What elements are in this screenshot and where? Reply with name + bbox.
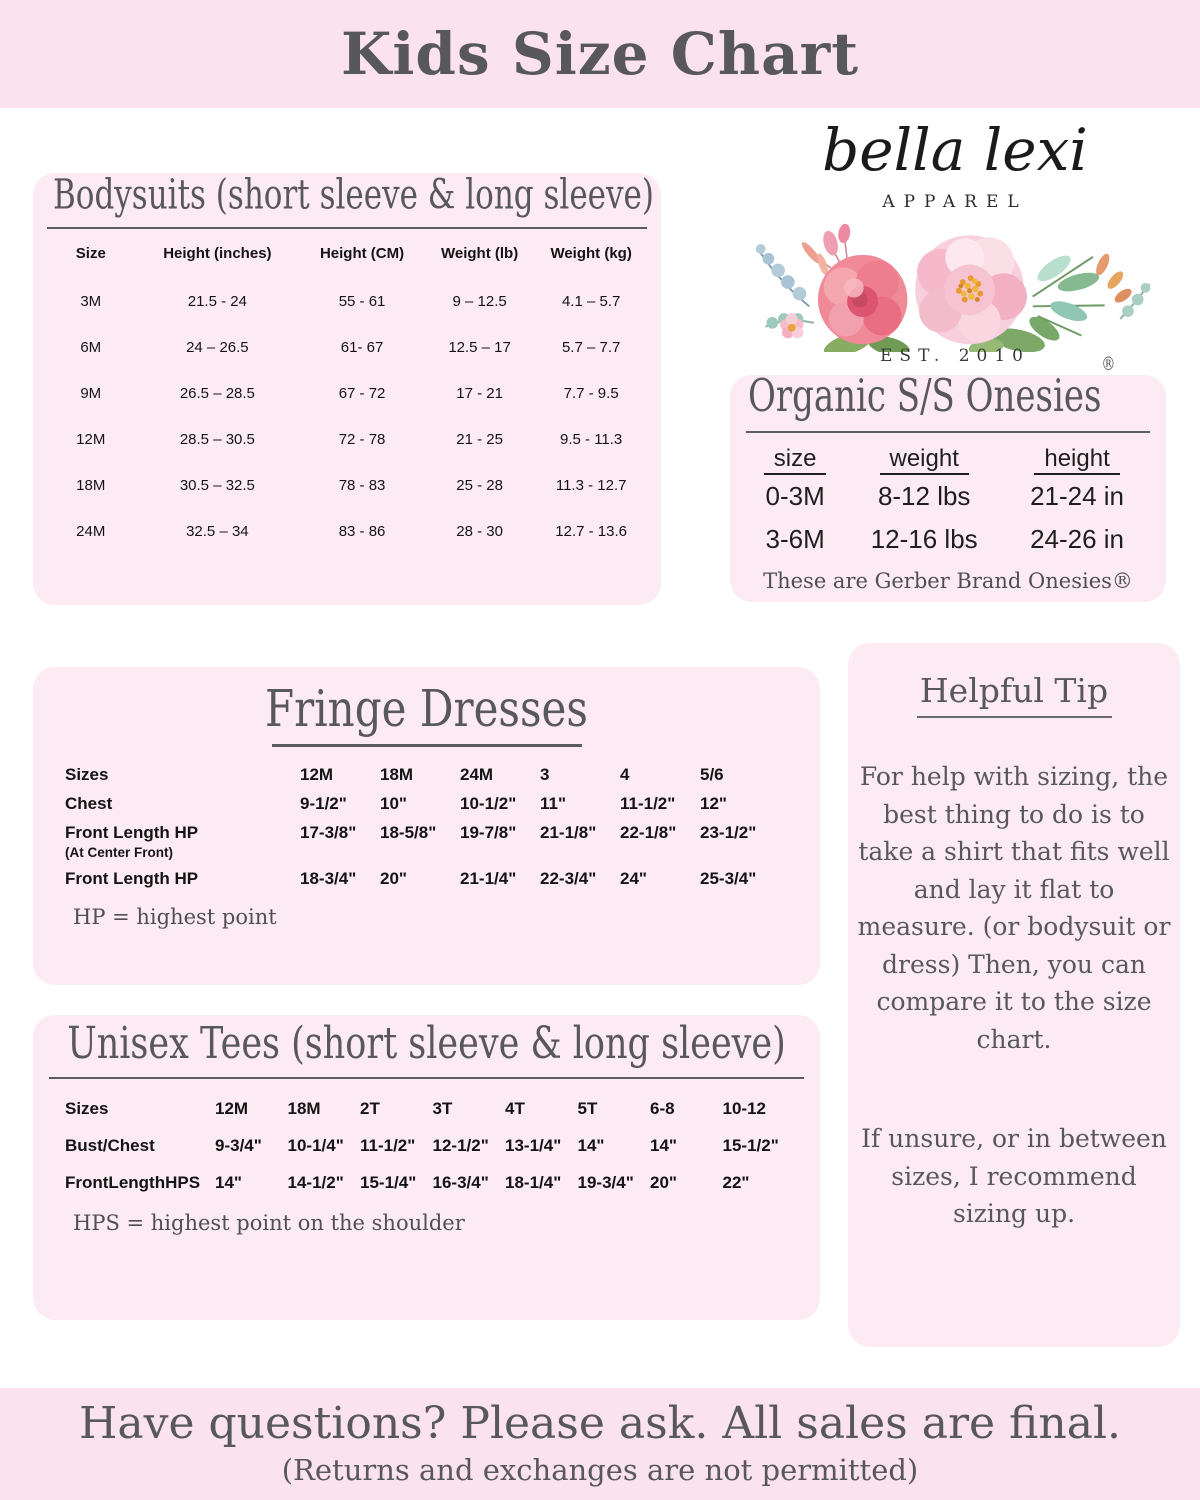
tip-title: Helpful Tip	[919, 671, 1109, 710]
footer-returns-line: (Returns and exchanges are not permitted)	[281, 1453, 919, 1487]
column-header-height-in: Height (inches)	[163, 245, 272, 262]
column-header-size: Size	[75, 245, 106, 262]
table-cell: 3T	[432, 1099, 453, 1118]
tip-paragraph: For help with sizing, the best thing to do is to take a shirt that fits well and lay it flat to measure. (or bodysuit or dress) Then, you can compare it to the size chart.	[857, 762, 1171, 1054]
table-row	[33, 845, 820, 860]
table-row	[46, 278, 649, 324]
row-label: Chest	[65, 794, 113, 813]
table-cell: 21-24 in	[1030, 481, 1125, 511]
table-cell: 24M	[76, 522, 106, 540]
table-cell: 28 - 30	[456, 522, 503, 540]
row-label: Front Length HP	[65, 823, 199, 842]
brand-logo	[735, 110, 1175, 370]
row-label: Front Length HP	[65, 869, 199, 888]
table-cell: 7.7 - 9.5	[563, 384, 619, 402]
table-cell: 5.7 – 7.7	[561, 338, 621, 356]
onesies-title-text: Organic S/S Onesies	[748, 370, 1102, 423]
title-underline	[917, 716, 1112, 718]
table-cell: 21.5 - 24	[187, 292, 247, 310]
table-cell: 10-12	[722, 1099, 766, 1118]
table-cell: 6-8	[650, 1099, 675, 1118]
table-row	[33, 1173, 820, 1193]
tees-title-wrap	[49, 1019, 804, 1079]
table-row	[33, 1099, 820, 1119]
table-cell: 23-1/2"	[700, 823, 757, 842]
table-row	[33, 823, 820, 843]
table-cell: 12.5 – 17	[448, 338, 511, 356]
column-header-height-cm: Height (CM)	[319, 245, 405, 262]
footer-question-line: Have questions? Please ask. All sales are final.	[78, 1398, 1121, 1449]
table-cell: 5T	[577, 1099, 598, 1118]
brand-name: bella lexi	[822, 116, 1088, 184]
table-cell: 9M	[80, 384, 102, 402]
row-label: Sizes	[65, 765, 109, 784]
helpful-tip-panel	[848, 643, 1180, 1347]
table-row	[46, 324, 649, 370]
tees-note: HPS = highest point on the shoulder	[73, 1211, 465, 1235]
header-band	[0, 0, 1200, 108]
table-cell: 12-16 lbs	[870, 524, 978, 554]
column-header-height	[1006, 443, 1149, 475]
row-sublabel: (At Center Front)	[65, 845, 173, 860]
table-cell: 11-1/2"	[360, 1136, 416, 1155]
table-cell: 14-1/2"	[287, 1173, 344, 1192]
table-cell: 21-1/4"	[460, 869, 517, 888]
table-row	[747, 518, 1148, 561]
page-title: Kids Size Chart	[340, 20, 860, 88]
table-cell: 19-7/8"	[460, 823, 517, 842]
table-cell: 10-1/2"	[460, 794, 517, 813]
table-cell: 8-12 lbs	[877, 481, 971, 511]
table-cell: 2T	[360, 1099, 380, 1118]
table-cell: 21-1/8"	[540, 823, 597, 842]
table-cell: 18-3/4"	[300, 869, 357, 888]
bodysuits-title: Bodysuits (short sleeve & long sleeve)	[53, 171, 654, 219]
table-cell: 24"	[620, 869, 647, 888]
tip-paragraph: If unsure, or in between sizes, I recommend sizing up.	[861, 1124, 1167, 1228]
table-cell: 67 - 72	[338, 384, 386, 402]
table-cell: 21 - 25	[456, 430, 503, 448]
onesies-table	[747, 443, 1148, 561]
table-cell: 4T	[505, 1099, 525, 1118]
table-cell: 11-1/2"	[620, 794, 676, 813]
table-cell: 10"	[380, 794, 407, 813]
table-cell: 12.7 - 13.6	[555, 522, 627, 540]
onesies-note: These are Gerber Brand Onesies®	[763, 569, 1133, 593]
bodysuits-panel	[33, 173, 661, 605]
table-cell: 20"	[380, 869, 407, 888]
fringe-title: Fringe Dresses	[265, 679, 588, 738]
table-cell: 14"	[577, 1136, 605, 1155]
row-label: Sizes	[65, 1099, 109, 1118]
tees-panel	[33, 1015, 820, 1320]
table-row	[46, 508, 649, 554]
table-cell: 4.1 – 5.7	[561, 292, 621, 310]
table-cell: 3-6M	[765, 524, 825, 554]
bodysuits-table	[46, 235, 649, 554]
table-cell: 9-1/2"	[300, 794, 347, 813]
table-cell: 3	[540, 765, 550, 784]
table-cell: 15-1/4"	[360, 1173, 417, 1192]
table-cell: 13-1/4"	[505, 1136, 562, 1155]
table-row	[46, 416, 649, 462]
table-cell: 6M	[80, 338, 102, 356]
column-header-weight	[843, 443, 1006, 475]
table-cell: 78 - 83	[338, 476, 386, 494]
table-cell: 83 - 86	[338, 522, 386, 540]
table-cell: 25-3/4"	[700, 869, 757, 888]
table-cell: 61- 67	[340, 338, 384, 356]
fringe-title-wrap	[33, 679, 820, 747]
table-cell: 9-3/4"	[215, 1136, 262, 1155]
table-cell: 30.5 – 32.5	[179, 476, 255, 494]
column-header-weight-lb: Weight (lb)	[440, 245, 519, 262]
table-cell: 5/6	[700, 765, 724, 784]
table-row	[46, 370, 649, 416]
table-cell: 17-3/8"	[300, 823, 357, 842]
table-row	[33, 794, 820, 814]
table-cell: 14"	[215, 1173, 242, 1192]
table-cell: 28.5 – 30.5	[179, 430, 255, 448]
table-cell: 32.5 – 34	[186, 522, 249, 540]
brand-subtitle: APPAREL	[882, 192, 1028, 212]
table-cell: 24-26 in	[1030, 524, 1125, 554]
flower-bouquet-graphic	[740, 214, 1170, 352]
table-cell: 24 – 26.5	[186, 338, 249, 356]
table-cell: 3M	[80, 292, 102, 310]
table-cell: 20"	[650, 1173, 677, 1192]
column-header-weight-kg: Weight (kg)	[550, 245, 632, 262]
table-cell: 16-3/4"	[432, 1173, 489, 1192]
table-row	[33, 1136, 820, 1156]
table-cell: 12M	[76, 430, 106, 448]
footer-band	[0, 1388, 1200, 1500]
table-cell: 9 – 12.5	[452, 292, 507, 310]
fringe-panel	[33, 667, 820, 985]
table-cell: 10-1/4"	[287, 1136, 344, 1155]
table-row	[747, 475, 1148, 518]
fringe-note: HP = highest point	[73, 905, 277, 929]
table-cell: 26.5 – 28.5	[179, 384, 255, 402]
registered-mark: ®	[1101, 354, 1116, 376]
column-header-label: height	[1034, 445, 1119, 475]
table-cell: 19-3/4"	[577, 1173, 634, 1192]
table-cell: 18-1/4"	[505, 1173, 562, 1192]
table-cell: 17 - 21	[456, 384, 503, 402]
row-label: FrontLengthHPS	[65, 1173, 201, 1192]
table-cell: 14"	[650, 1136, 677, 1155]
table-cell: 25 - 28	[456, 476, 503, 494]
table-cell: 4	[620, 765, 630, 784]
bodysuits-header-row	[46, 235, 649, 278]
table-cell: 18M	[287, 1099, 321, 1118]
column-header-label: size	[764, 445, 827, 475]
table-cell: 12M	[300, 765, 334, 784]
table-cell: 15-1/2"	[722, 1136, 779, 1155]
table-cell: 18M	[76, 476, 106, 494]
table-row	[33, 869, 820, 889]
table-cell: 11.3 - 12.7	[555, 476, 627, 494]
table-cell: 0-3M	[765, 481, 825, 511]
table-cell: 18M	[380, 765, 414, 784]
table-cell: 11"	[540, 794, 567, 813]
table-cell: 9.5 - 11.3	[560, 430, 623, 448]
tees-title: Unisex Tees (short sleeve & long sleeve)	[67, 1019, 786, 1069]
row-label: Bust/Chest	[65, 1136, 155, 1155]
column-header-label: weight	[880, 445, 969, 475]
table-cell: 22"	[722, 1173, 750, 1192]
title-underline	[272, 744, 582, 747]
table-cell: 22-1/8"	[620, 823, 677, 842]
table-cell: 55 - 61	[338, 292, 386, 310]
brand-established: EST. 2010	[880, 346, 1030, 366]
bodysuits-title-wrap	[47, 171, 654, 229]
table-cell: 24M	[460, 765, 494, 784]
table-cell: 72 - 78	[338, 430, 386, 448]
table-cell: 12M	[215, 1099, 249, 1118]
table-row	[46, 462, 649, 508]
table-row	[33, 765, 820, 785]
table-cell: 12-1/2"	[432, 1136, 489, 1155]
table-cell: 22-3/4"	[540, 869, 597, 888]
table-cell: 18-5/8"	[380, 823, 437, 842]
table-cell: 12"	[700, 794, 727, 813]
onesies-header-row	[747, 443, 1148, 475]
tip-title-wrap	[848, 671, 1180, 718]
column-header-size	[747, 443, 842, 475]
